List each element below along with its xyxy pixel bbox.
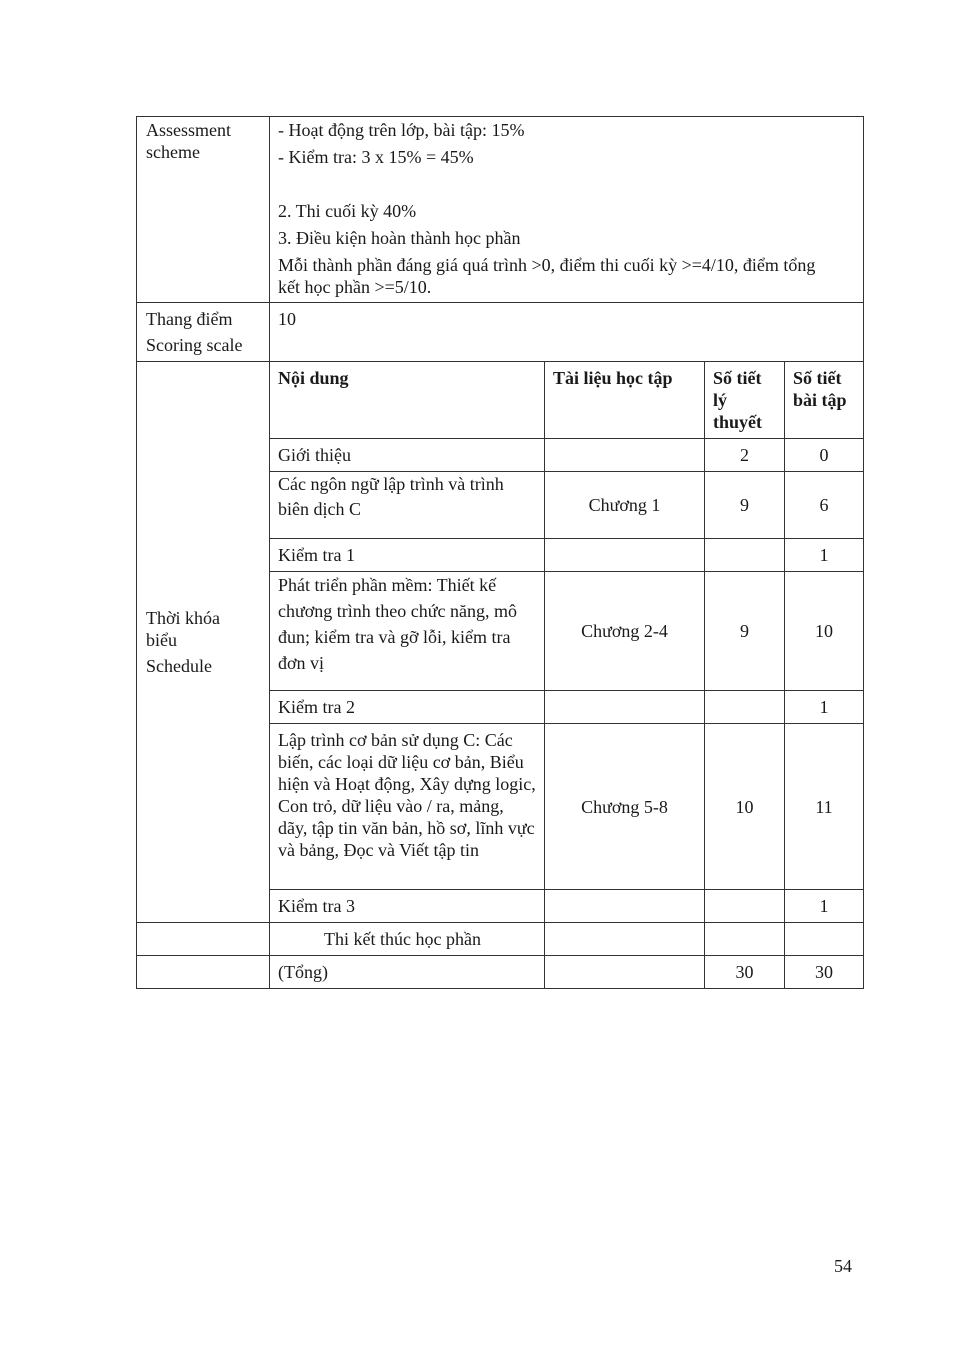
empty-cell: [137, 956, 270, 989]
scoring-row: [137, 303, 864, 362]
schedule-label-vi-2: biểu: [146, 630, 177, 650]
schedule-label-en: Schedule: [146, 656, 212, 676]
row-exercise: 11: [785, 724, 864, 890]
assessment-line: - Kiểm tra: 3 x 15% = 45%: [278, 147, 474, 167]
empty-cell: [137, 923, 270, 956]
row-content: Lập trình cơ bản sử dụng C: Các biến, các loại dữ liệu cơ bản, Biểu hiện và Hoạt động, Xây dựng logic, Con trỏ, dữ liệu vào / ra, mảng, dãy, tập tin văn bản, hồ sơ, lĩnh vực và bảng, Đọc và Viết tập tin: [270, 724, 545, 890]
row-content: Phát triển phần mềm: Thiết kế chương trình theo chức năng, mô đun; kiểm tra và gỡ lỗi, kiểm tra đơn vị: [270, 572, 545, 691]
row-theory: [705, 539, 785, 572]
empty-cell: [785, 923, 864, 956]
header-exercise: [785, 362, 864, 439]
assessment-content: [270, 117, 864, 303]
page-number: 54: [834, 1256, 852, 1276]
scoring-label-vi: Thang điểm: [146, 309, 233, 329]
row-theory: 9: [705, 572, 785, 691]
header-exercise-line: Số tiết: [793, 368, 842, 388]
total-row: [137, 956, 864, 989]
final-exam-label: Thi kết thúc học phần: [270, 923, 545, 956]
total-label: (Tổng): [270, 956, 545, 989]
header-theory: [705, 362, 785, 439]
assessment-label: [137, 117, 270, 303]
row-exercise: 6: [785, 472, 864, 539]
scoring-label-en: Scoring scale: [146, 335, 243, 355]
row-content: Các ngôn ngữ lập trình và trình biên dịch C: [270, 472, 545, 539]
schedule-header-row: [137, 362, 864, 439]
total-theory: 30: [705, 956, 785, 989]
empty-cell: [545, 923, 705, 956]
row-materials: [545, 890, 705, 923]
assessment-row: [137, 117, 864, 303]
assessment-line: 3. Điều kiện hoàn thành học phần: [278, 228, 521, 248]
row-theory: 9: [705, 472, 785, 539]
row-exercise: 1: [785, 539, 864, 572]
row-materials: [545, 691, 705, 724]
assessment-line: - Hoạt động trên lớp, bài tập: 15%: [278, 120, 525, 140]
row-exercise: 1: [785, 890, 864, 923]
row-theory: 2: [705, 439, 785, 472]
row-materials: [545, 439, 705, 472]
row-content: Kiểm tra 2: [270, 691, 545, 724]
row-exercise: 10: [785, 572, 864, 691]
row-content: Kiểm tra 3: [270, 890, 545, 923]
scoring-value: 10: [270, 303, 864, 362]
row-theory: [705, 691, 785, 724]
header-theory-line: Số tiết: [713, 368, 762, 388]
row-exercise: 1: [785, 691, 864, 724]
schedule-label: [137, 362, 270, 923]
row-theory: 10: [705, 724, 785, 890]
total-exercise: 30: [785, 956, 864, 989]
row-content: Kiểm tra 1: [270, 539, 545, 572]
row-materials: Chương 1: [545, 472, 705, 539]
final-exam-row: [137, 923, 864, 956]
header-theory-line: thuyết: [713, 412, 762, 432]
row-materials: [545, 539, 705, 572]
row-content: Giới thiệu: [270, 439, 545, 472]
header-materials: Tài liệu học tập: [545, 362, 705, 439]
scoring-label: [137, 303, 270, 362]
row-exercise: 0: [785, 439, 864, 472]
header-exercise-line: bài tập: [793, 390, 847, 410]
course-info-table: [136, 116, 864, 989]
assessment-label-line-2: scheme: [146, 142, 200, 162]
row-materials: Chương 2-4: [545, 572, 705, 691]
assessment-label-line-1: Assessment: [146, 120, 231, 140]
assessment-line: Mỗi thành phần đáng giá quá trình >0, điểm thi cuối kỳ >=4/10, điểm tổng kết học phần >=5/10.: [278, 255, 816, 297]
schedule-label-vi-1: Thời khóa: [146, 608, 221, 628]
assessment-line: 2. Thi cuối kỳ 40%: [278, 201, 417, 221]
empty-cell: [705, 923, 785, 956]
header-theory-line: lý: [713, 390, 728, 410]
header-content: Nội dung: [270, 362, 545, 439]
row-materials: Chương 5-8: [545, 724, 705, 890]
row-theory: [705, 890, 785, 923]
empty-cell: [545, 956, 705, 989]
